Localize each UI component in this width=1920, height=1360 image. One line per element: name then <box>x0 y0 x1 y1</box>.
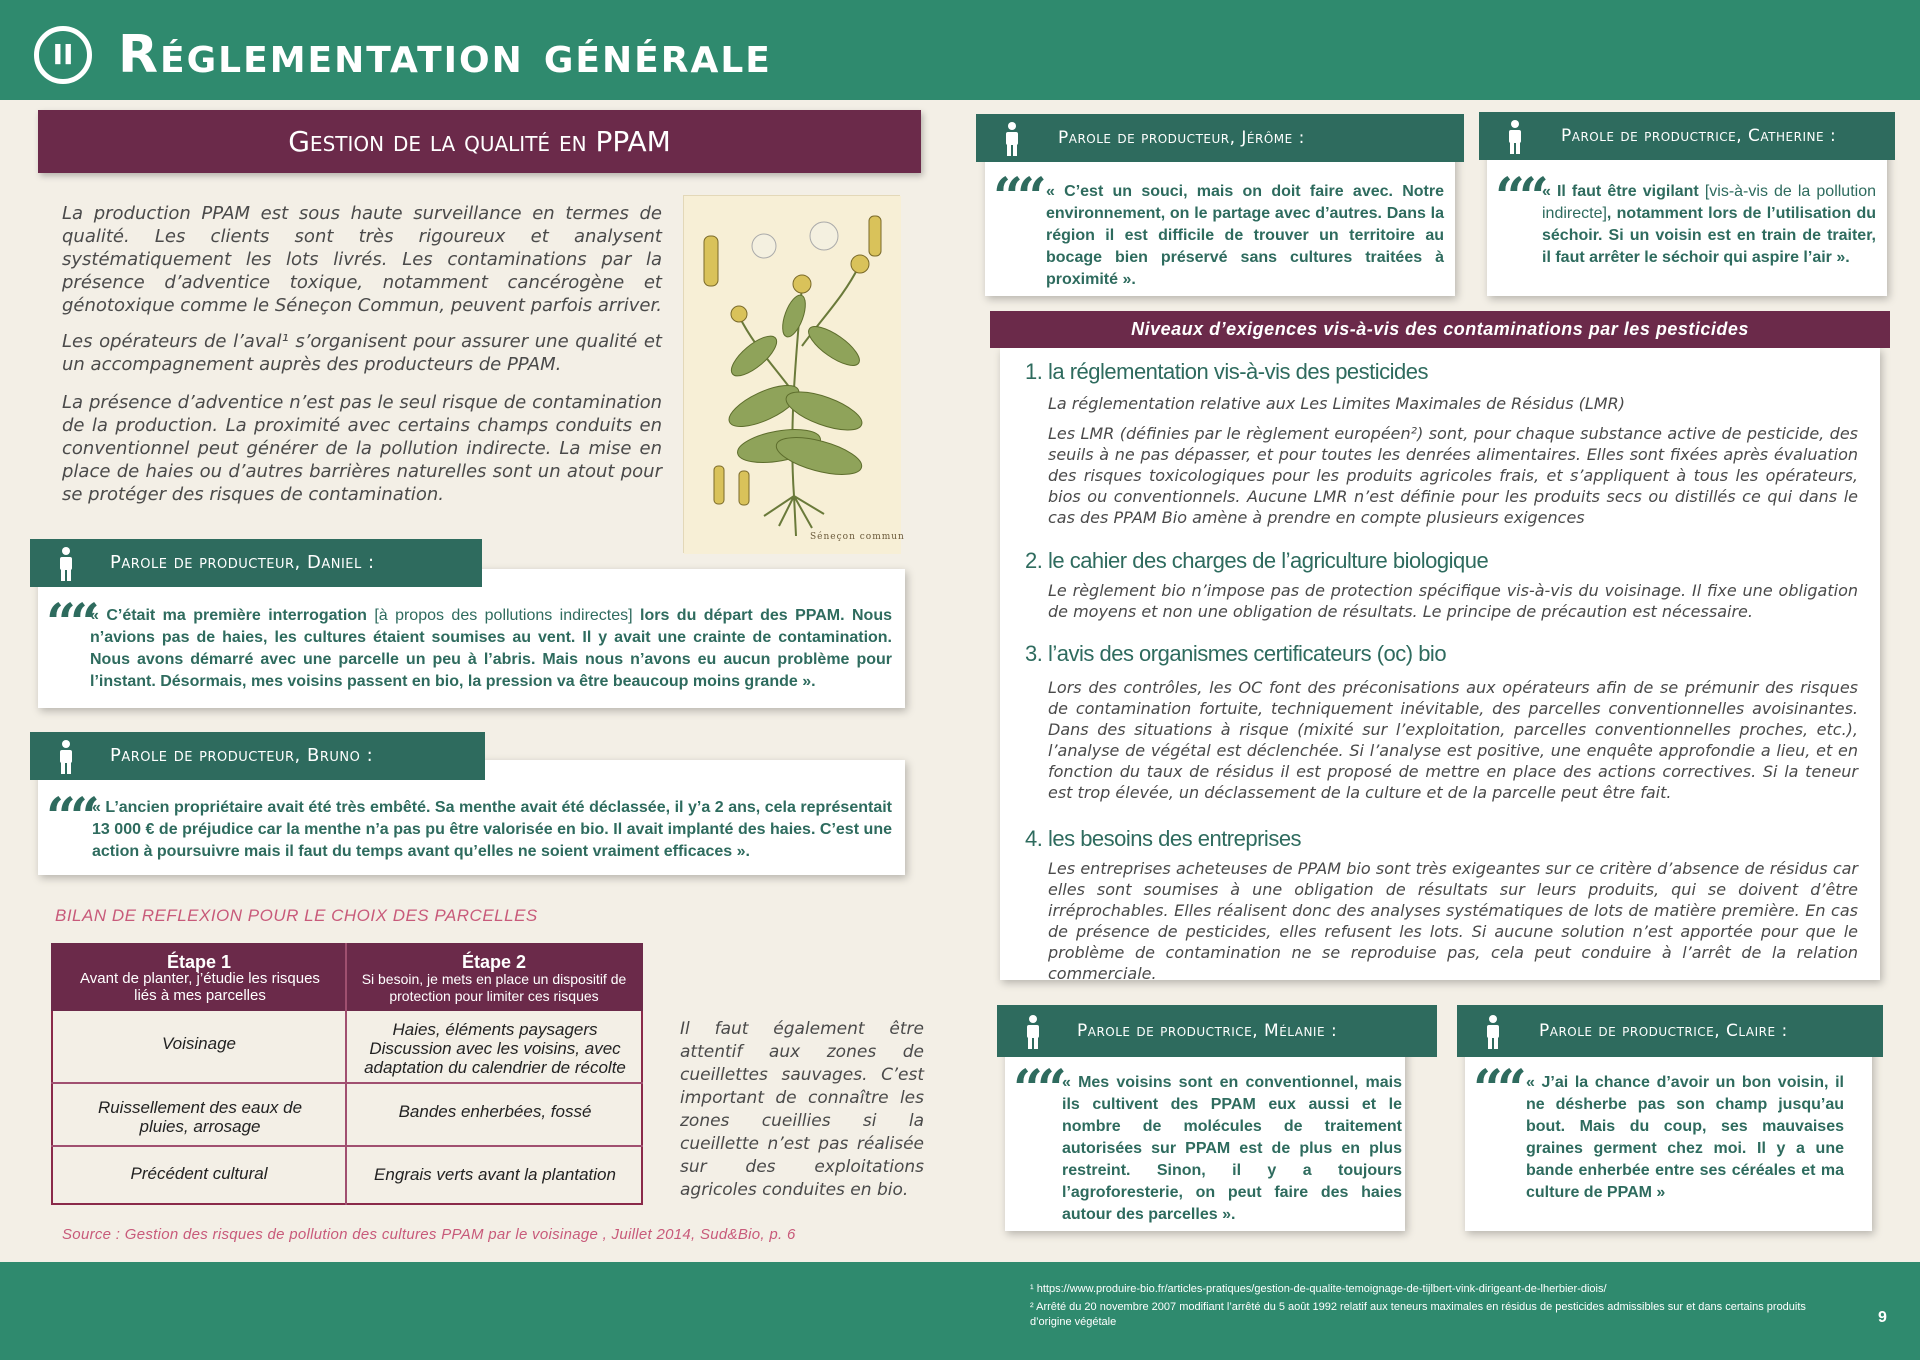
intro-paragraph: Les opérateurs de l’aval¹ s’organisent pour assurer une qualité et un accompagnement auprès des producteurs de PPAM. <box>62 331 662 375</box>
intro-paragraph: La production PPAM est sous haute surveillance en termes de qualité. Les clients sont très rigoureux et analysent systématiquement les lots livrés. Les contaminations par la présence d’adventice toxique, notamment cancérogène et génotoxique comme le Séneçon Commun, peuvent parfois arriver. <box>62 203 662 316</box>
quote-text-melanie: « Mes voisins sont en conventionnel, mais ils cultivent des PPAM eux aussi et le nombre de molécules de traitement autorisées sur PPAM est de plus en plus restreint. Sinon, il y a toujours l’agroforesterie, on peut faire des haies autour des parcelles ». <box>1062 1074 1402 1223</box>
table-cell-action: Engrais verts avant la plantation <box>374 1165 616 1184</box>
table-cell-action: Haies, éléments paysagers Discussion avec les voisins, avec adaptation du calendrier de récolte <box>364 1020 626 1077</box>
niveaux-text: Lors des contrôles, les OC font des préconisations aux opérateurs afin de se prémunir des risques de contamination fortuite, techniquement inévitable, des parcelles conventionnelles avoisinantes. Dans des situations à risque (mixité sur l’exploitation, parcelles conventionnelles proches, etc.), l’analyse de végétal est déclenchée. Si l’analyse est positive, une enquête approfondie a lieu, et en fonction du taux de résidus il est proposé de mettre en place des actions correctives. Si la teneur est trop élevée, un déclassement de la culture et de la parcelle peut être fait. <box>1048 678 1858 802</box>
table-row-divider <box>51 1082 643 1084</box>
table-header-step1-title: Étape 1 <box>166 952 232 972</box>
table-header-step2-desc: Si besoin, je mets en place un dispositif de protection pour limiter ces risques <box>361 971 627 1004</box>
table-column-divider <box>345 943 347 1205</box>
quote-header-label: Parole de producteur, Jérôme : <box>1058 128 1305 148</box>
quote-mark-icon: ““ <box>46 593 94 654</box>
quote-header-label: Parole de productrice, Catherine : <box>1561 126 1837 146</box>
niveaux-subheading: La réglementation relative aux Les Limites Maximales de Résidus (LMR) <box>1048 394 1625 413</box>
source-citation: Source : Gestion des risques de pollution des cultures PPAM par le voisinage , Juillet 2014, Sud&Bio, p. 6 <box>62 1226 796 1243</box>
footnote-2: ² Arrêté du 20 novembre 2007 modifiant l’arrêté du 5 août 1992 relatif aux teneurs maximales en résidus de pesticides admissibles sur et dans certains produits d’origine végétale <box>1030 1301 1806 1328</box>
quote-mark-icon: ““ <box>1473 1059 1521 1120</box>
niveaux-text: Les LMR (définies par le règlement européen²) sont, pour chaque substance active de pesticide, des seuils à ne pas dépasser, et pour toutes les denrées alimentaires. Elles sont fixées après évaluation des risques toxicologiques pour les produits agricoles frais, et s’appliquent à tous les opérateurs, bios ou conventionnels. Aucune LMR n’est définie pour les produits secs ou distillés ce qui dans le cas des PPAM Bio amène à prendre en compte plusieurs exigences <box>1048 424 1858 527</box>
table-cell-risk: Précédent cultural <box>130 1164 268 1183</box>
quote-header-bruno <box>30 732 485 780</box>
table-cell-action: Bandes enherbées, fossé <box>398 1102 592 1121</box>
quote-header-jerome <box>976 114 1464 162</box>
quote-mark-icon: ““ <box>1495 167 1543 228</box>
person-icon <box>1507 120 1523 154</box>
person-icon <box>1485 1015 1501 1049</box>
quote-text-catherine: « Il faut être vigilant [vis-à-vis de la pollution indirecte], notamment lors de l’utilisation du séchoir. Si un voisin est en train de traiter, il faut arrêter le séchoir qui aspire l’air ». <box>1542 183 1876 266</box>
intro-paragraph: La présence d’adventice n’est pas le seul risque de contamination de la production. La proximité avec certains champs conduits en conventionnel peut générer de la pollution indirecte. La mise en place de haies ou d’autres barrières naturelles sont un atout pour se protéger des risques de contamination. <box>62 392 662 505</box>
person-icon <box>58 740 74 774</box>
person-icon <box>1004 122 1020 156</box>
person-icon <box>1025 1015 1041 1049</box>
quote-text-bruno: « L’ancien propriétaire avait été très embêté. Sa menthe avait été déclassée, il y’a 2 ans, cela représentait 13 000 € de préjudice car la menthe n’a pas pu être valorisée en bio. Il avait implanté des haies. C’est une action à poursuivre mais il faut du temps avant qu’elles ne soient vraiment efficaces ». <box>92 799 892 860</box>
quote-text-daniel: « C’était ma première interrogation [à propos des pollutions indirectes] lors du départ des PPAM. Nous n’avions pas de haies, les cultures étaient soumises au vent. Il y avait une crainte de contamination. Nous avons démarré avec une parcelle un peu à l’abris. Mais nous n’avons eu aucun problème pour l’instant. Désormais, mes voisins passent en bio, la pression va être beaucoup moins grande ». <box>90 607 893 690</box>
quote-text-claire: « J’ai la chance d’avoir un bon voisin, il ne désherbe pas son champ jusqu’au bout. Mais du coup, ses mauvaises graines germent chez moi. Il y a une bande enherbée entre ses céréales et ma culture de PPAM » <box>1526 1074 1844 1201</box>
quote-header-catherine <box>1479 112 1895 160</box>
quote-header-label: Parole de producteur, Daniel : <box>110 552 375 573</box>
table-row-divider <box>51 1145 643 1147</box>
senecon-plant-illustration <box>683 195 900 553</box>
bilan-title: BILAN DE REFLEXION POUR LE CHOIX DES PARCELLES <box>55 906 538 925</box>
quote-header-daniel <box>30 539 482 587</box>
table-header-step1-desc: Avant de planter, j’étudie les risques liés à mes parcelles <box>80 970 320 1004</box>
plant-caption: Séneçon commun <box>810 532 905 542</box>
niveaux-heading: 2. le cahier des charges de l’agriculture biologique <box>1025 548 1489 573</box>
page-number: 9 <box>1878 1309 1887 1326</box>
quote-mark-icon: ““ <box>46 787 94 848</box>
quote-text-jerome: « C’est un souci, mais on doit faire avec. Notre environnement, on le partage avec d’autres. Dans la région il est difficile de trouver un territoire au bocage bien préservé sans cultures traitées à proximité ». <box>1046 183 1444 288</box>
niveaux-banner: Niveaux d’exigences vis-à-vis des contaminations par les pesticides <box>990 311 1890 348</box>
quote-header-melanie <box>997 1005 1437 1057</box>
plant-drawing <box>684 196 901 554</box>
niveaux-text: Les entreprises acheteuses de PPAM bio sont très exigeantes sur ce critère d’absence de résidus car elles sont soumises à une obligation de résultats sur leurs produits, qui se doivent d’être irréprochables. Elles réalisent donc des analyses systématiques de lots de matière première. En cas de présence de pesticides, elles refusent les lots. Si aucune solution n’est apportée pour que le problème de contamination ne se reproduise pas, cela peut conduire à l’arrêt de la relation commerciale. <box>1048 859 1858 983</box>
niveaux-heading: 4. les besoins des entreprises <box>1025 826 1302 851</box>
table-cell-risk: Ruissellement des eaux de pluies, arrosage <box>97 1098 303 1136</box>
table-cell-risk: Voisinage <box>161 1034 237 1053</box>
footnote-1: ¹ https://www.produire-bio.fr/articles-pratiques/gestion-de-qualite-temoignage-de-tijlbert-vink-dirigeant-de-lherbier-diois/ <box>1030 1283 1607 1295</box>
niveaux-heading: 1. la réglementation vis-à-vis des pesticides <box>1025 359 1429 384</box>
quote-mark-icon: ““ <box>993 167 1041 228</box>
quote-header-label: Parole de productrice, Mélanie : <box>1077 1021 1338 1041</box>
quote-header-label: Parole de productrice, Claire : <box>1539 1021 1788 1041</box>
table-header-step2-title: Étape 2 <box>461 952 527 972</box>
quote-mark-icon: ““ <box>1013 1059 1061 1120</box>
section-number-badge: II <box>34 26 92 84</box>
cueillettes-note: Il faut également être attentif aux zones de cueillettes sauvages. C’est important de connaître les zones cueillies si la cueillette n’est pas réalisée sur des exploitations agricoles conduites en bio. <box>680 1019 924 1200</box>
quote-header-claire <box>1457 1005 1883 1057</box>
niveaux-text: Le règlement bio n’impose pas de protection spécifique vis-à-vis du voisinage. Il fixe une obligation de moyens et non une obligation de résultats. Le principe de précaution est nécessaire. <box>1048 581 1858 621</box>
section-banner-gestion-qualite: Gestion de la qualité en PPAM <box>38 110 921 173</box>
niveaux-heading: 3. l’avis des organismes certificateurs (oc) bio <box>1025 641 1447 666</box>
quote-header-label: Parole de producteur, Bruno : <box>110 745 374 766</box>
person-icon <box>58 547 74 581</box>
page-title: Réglementation générale <box>118 25 772 85</box>
